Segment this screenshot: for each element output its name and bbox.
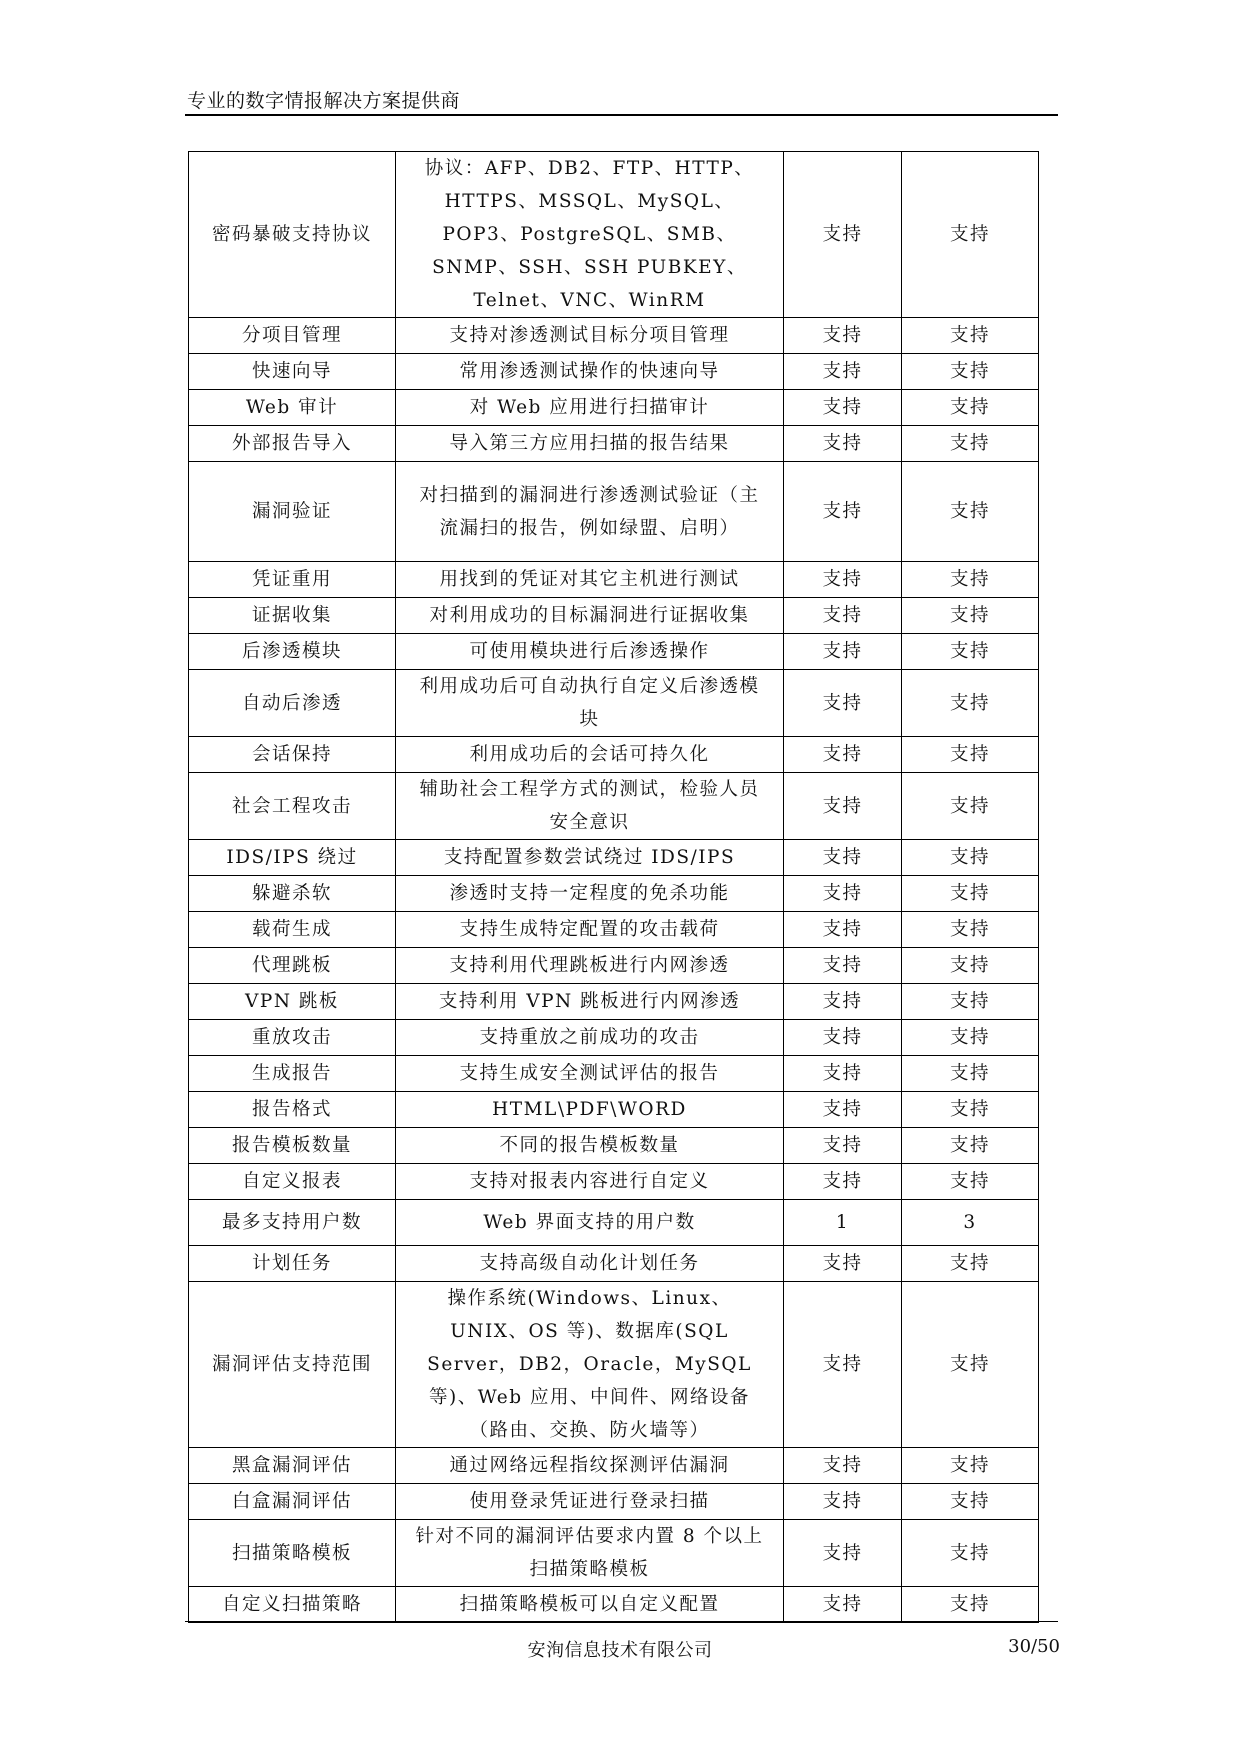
feature-cell: 凭证重用 (189, 562, 396, 598)
description-cell: 用找到的凭证对其它主机进行测试 (396, 562, 784, 598)
description-cell: 支持生成安全测试评估的报告 (396, 1056, 784, 1092)
table-row (189, 152, 1039, 318)
feature-cell: 重放攻击 (189, 1020, 396, 1056)
table-row (189, 1020, 1039, 1056)
feature-cell: 证据收集 (189, 598, 396, 634)
support-cell-b: 支持 (902, 1128, 1039, 1164)
feature-cell: 会话保持 (189, 737, 396, 773)
description-cell: 支持高级自动化计划任务 (396, 1246, 784, 1282)
feature-cell: 外部报告导入 (189, 426, 396, 462)
description-cell: 支持生成特定配置的攻击载荷 (396, 912, 784, 948)
support-cell-a: 支持 (784, 1128, 902, 1164)
table-row (189, 1520, 1039, 1587)
support-cell-a: 支持 (784, 1092, 902, 1128)
description-cell: 渗透时支持一定程度的免杀功能 (396, 876, 784, 912)
support-cell-a: 支持 (784, 737, 902, 773)
description-cell: 针对不同的漏洞评估要求内置 8 个以上扫描策略模板 (396, 1520, 784, 1587)
support-cell-a: 支持 (784, 1484, 902, 1520)
support-cell-b: 支持 (902, 318, 1039, 354)
feature-cell: 扫描策略模板 (189, 1520, 396, 1587)
support-cell-a: 支持 (784, 354, 902, 390)
support-cell-b: 支持 (902, 598, 1039, 634)
table-row (189, 1246, 1039, 1282)
feature-cell: 后渗透模块 (189, 634, 396, 670)
support-cell-a: 支持 (784, 1164, 902, 1200)
support-cell-a: 支持 (784, 1020, 902, 1056)
table-row (189, 1200, 1039, 1246)
feature-cell: 报告模板数量 (189, 1128, 396, 1164)
support-cell-b: 支持 (902, 1587, 1039, 1623)
feature-cell: 自定义报表 (189, 1164, 396, 1200)
table-row (189, 670, 1039, 737)
support-cell-a: 支持 (784, 562, 902, 598)
support-cell-a: 支持 (784, 876, 902, 912)
description-cell: 操作系统(Windows、Linux、UNIX、OS 等)、数据库(SQL Server，DB2，Oracle，MySQL 等)、Web 应用、中间件、网络设备（路由、交换、防火墙等） (396, 1282, 784, 1448)
feature-cell: 漏洞评估支持范围 (189, 1282, 396, 1448)
feature-cell: 载荷生成 (189, 912, 396, 948)
support-cell-a: 支持 (784, 840, 902, 876)
support-cell-b: 支持 (902, 1056, 1039, 1092)
table-row (189, 840, 1039, 876)
description-cell: 导入第三方应用扫描的报告结果 (396, 426, 784, 462)
feature-cell: 分项目管理 (189, 318, 396, 354)
description-cell: 对 Web 应用进行扫描审计 (396, 390, 784, 426)
support-cell-b: 支持 (902, 984, 1039, 1020)
support-cell-a: 支持 (784, 1587, 902, 1623)
description-cell: 利用成功后可自动执行自定义后渗透模块 (396, 670, 784, 737)
feature-cell: 最多支持用户数 (189, 1200, 396, 1246)
description-cell: 协议：AFP、DB2、FTP、HTTP、HTTPS、MSSQL、MySQL、POP3、PostgreSQL、SMB、SNMP、SSH、SSH PUBKEY、Telnet、VNC、WinRM (396, 152, 784, 318)
feature-cell: 计划任务 (189, 1246, 396, 1282)
description-cell: 通过网络远程指纹探测评估漏洞 (396, 1448, 784, 1484)
support-cell-b: 支持 (902, 1246, 1039, 1282)
table-row (189, 1282, 1039, 1448)
support-cell-a: 支持 (784, 1246, 902, 1282)
support-cell-b: 支持 (902, 354, 1039, 390)
description-cell: 支持利用 VPN 跳板进行内网渗透 (396, 984, 784, 1020)
feature-cell: 自动后渗透 (189, 670, 396, 737)
table-row (189, 948, 1039, 984)
support-cell-a: 支持 (784, 318, 902, 354)
feature-cell: 躲避杀软 (189, 876, 396, 912)
table-row (189, 912, 1039, 948)
support-cell-a: 支持 (784, 1056, 902, 1092)
support-cell-b: 支持 (902, 876, 1039, 912)
description-cell: 支持重放之前成功的攻击 (396, 1020, 784, 1056)
feature-cell: 社会工程攻击 (189, 773, 396, 840)
footer-rule (185, 1621, 1058, 1622)
description-cell: 不同的报告模板数量 (396, 1128, 784, 1164)
support-cell-b: 支持 (902, 390, 1039, 426)
table-row (189, 1092, 1039, 1128)
page-number: 30/50 (1008, 1636, 1060, 1657)
support-cell-b: 支持 (902, 670, 1039, 737)
support-cell-a: 支持 (784, 390, 902, 426)
support-cell-b: 支持 (902, 152, 1039, 318)
page-header-title: 专业的数字情报解决方案提供商 (187, 90, 461, 112)
description-cell: 支持利用代理跳板进行内网渗透 (396, 948, 784, 984)
description-cell: Web 界面支持的用户数 (396, 1200, 784, 1246)
support-cell-a: 支持 (784, 152, 902, 318)
support-cell-b: 支持 (902, 1282, 1039, 1448)
feature-cell: 代理跳板 (189, 948, 396, 984)
support-cell-b: 支持 (902, 1484, 1039, 1520)
table-row (189, 1587, 1039, 1623)
support-cell-a: 支持 (784, 984, 902, 1020)
support-cell-a: 支持 (784, 948, 902, 984)
table-row (189, 634, 1039, 670)
description-cell: 可使用模块进行后渗透操作 (396, 634, 784, 670)
feature-cell: 快速向导 (189, 354, 396, 390)
support-cell-a: 支持 (784, 1282, 902, 1448)
support-cell-a: 支持 (784, 670, 902, 737)
table-row (189, 426, 1039, 462)
feature-table-body (189, 152, 1039, 1623)
table-row (189, 876, 1039, 912)
feature-cell: Web 审计 (189, 390, 396, 426)
support-cell-a: 支持 (784, 1448, 902, 1484)
table-row (189, 462, 1039, 562)
table-row (189, 1484, 1039, 1520)
description-cell: 利用成功后的会话可持久化 (396, 737, 784, 773)
support-cell-b: 支持 (902, 1020, 1039, 1056)
feature-cell: 白盒漏洞评估 (189, 1484, 396, 1520)
header-rule (185, 114, 1058, 116)
table-row (189, 773, 1039, 840)
support-cell-b: 支持 (902, 426, 1039, 462)
support-cell-b: 3 (902, 1200, 1039, 1246)
description-cell: 常用渗透测试操作的快速向导 (396, 354, 784, 390)
feature-cell: VPN 跳板 (189, 984, 396, 1020)
support-cell-a: 1 (784, 1200, 902, 1246)
description-cell: 对利用成功的目标漏洞进行证据收集 (396, 598, 784, 634)
support-cell-b: 支持 (902, 462, 1039, 562)
support-cell-b: 支持 (902, 1092, 1039, 1128)
table-row (189, 737, 1039, 773)
support-cell-b: 支持 (902, 634, 1039, 670)
table-row (189, 1128, 1039, 1164)
feature-cell: 漏洞验证 (189, 462, 396, 562)
feature-table (188, 151, 1039, 1623)
support-cell-b: 支持 (902, 1520, 1039, 1587)
table-row (189, 1056, 1039, 1092)
support-cell-b: 支持 (902, 562, 1039, 598)
table-row (189, 1448, 1039, 1484)
feature-cell: 生成报告 (189, 1056, 396, 1092)
table-row (189, 562, 1039, 598)
description-cell: 支持配置参数尝试绕过 IDS/IPS (396, 840, 784, 876)
feature-cell: 密码暴破支持协议 (189, 152, 396, 318)
support-cell-a: 支持 (784, 426, 902, 462)
table-row (189, 390, 1039, 426)
support-cell-a: 支持 (784, 1520, 902, 1587)
support-cell-b: 支持 (902, 948, 1039, 984)
description-cell: 对扫描到的漏洞进行渗透测试验证（主流漏扫的报告，例如绿盟、启明） (396, 462, 784, 562)
table-row (189, 318, 1039, 354)
support-cell-b: 支持 (902, 737, 1039, 773)
support-cell-b: 支持 (902, 773, 1039, 840)
support-cell-b: 支持 (902, 840, 1039, 876)
support-cell-a: 支持 (784, 462, 902, 562)
support-cell-a: 支持 (784, 634, 902, 670)
description-cell: 支持对报表内容进行自定义 (396, 1164, 784, 1200)
table-row (189, 598, 1039, 634)
feature-cell: 报告格式 (189, 1092, 396, 1128)
footer-company: 安洵信息技术有限公司 (527, 1640, 713, 1661)
description-cell: HTML\PDF\WORD (396, 1092, 784, 1128)
support-cell-a: 支持 (784, 912, 902, 948)
support-cell-b: 支持 (902, 1164, 1039, 1200)
description-cell: 辅助社会工程学方式的测试，检验人员安全意识 (396, 773, 784, 840)
table-row (189, 984, 1039, 1020)
feature-cell: IDS/IPS 绕过 (189, 840, 396, 876)
support-cell-a: 支持 (784, 598, 902, 634)
description-cell: 扫描策略模板可以自定义配置 (396, 1587, 784, 1623)
feature-cell: 黑盒漏洞评估 (189, 1448, 396, 1484)
support-cell-b: 支持 (902, 1448, 1039, 1484)
feature-cell: 自定义扫描策略 (189, 1587, 396, 1623)
table-row (189, 354, 1039, 390)
description-cell: 支持对渗透测试目标分项目管理 (396, 318, 784, 354)
support-cell-a: 支持 (784, 773, 902, 840)
support-cell-b: 支持 (902, 912, 1039, 948)
table-row (189, 1164, 1039, 1200)
description-cell: 使用登录凭证进行登录扫描 (396, 1484, 784, 1520)
